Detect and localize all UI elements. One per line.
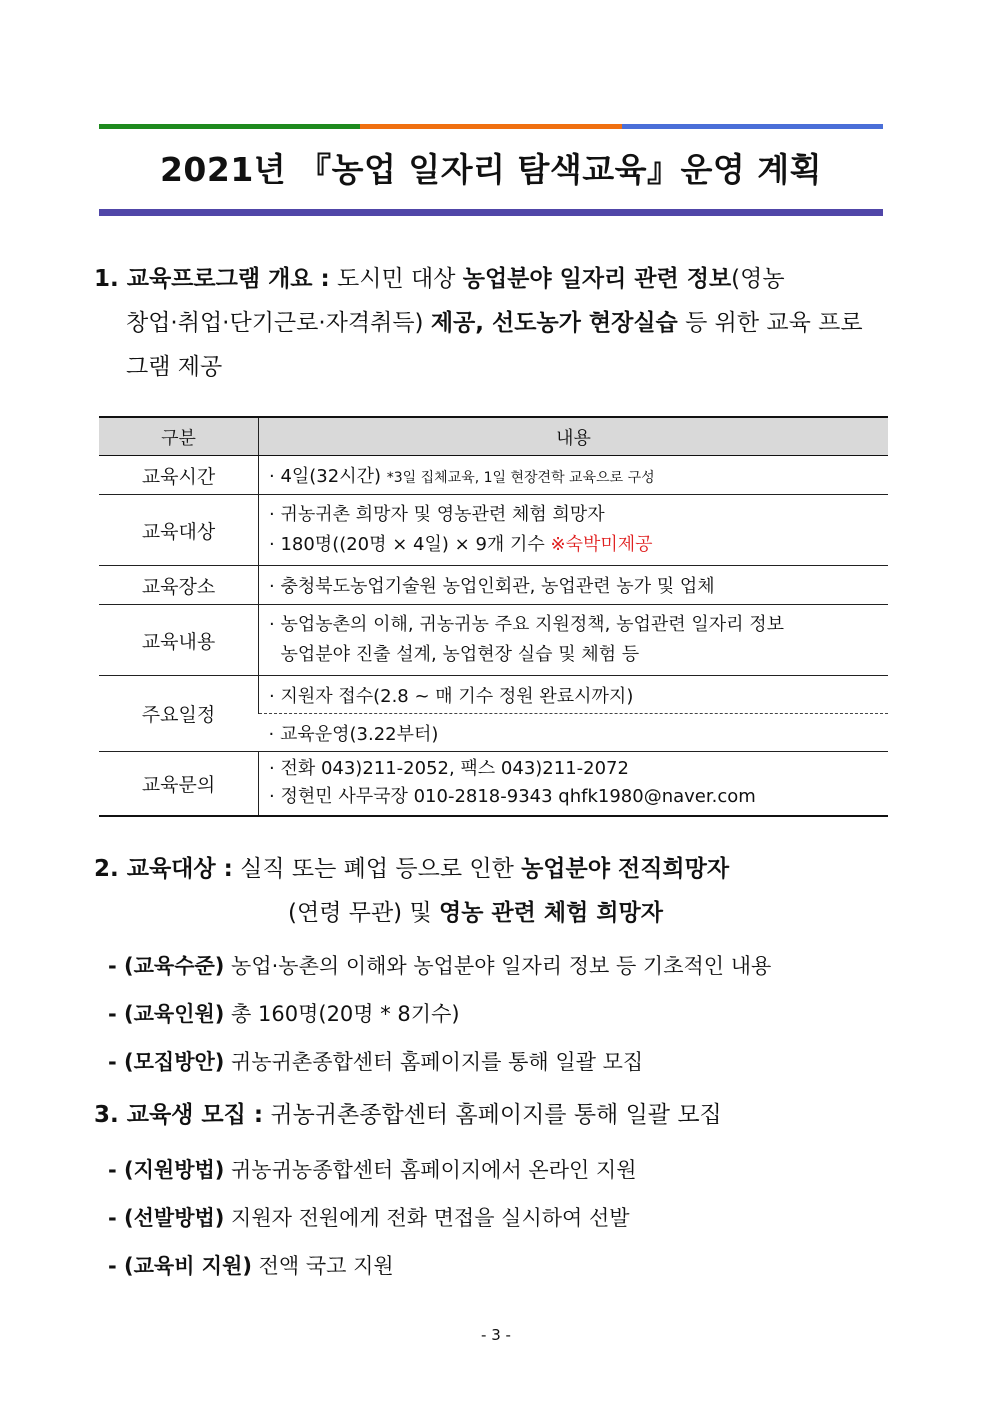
table-row: [99, 752, 888, 816]
section2-item: - (교육인원) 총 160명(20명 * 8기수): [108, 1002, 460, 1026]
row-label: 교육대상: [99, 495, 259, 566]
page-title: 2021년 『농업 일자리 탐색교육』운영 계획: [159, 150, 823, 189]
row-content: · 전화 043)211-2052, 팩스 043)211-2072 · 정현민 사무국장 010-2818-9343 qhfk1980@naver.com: [259, 752, 889, 816]
section3-item: - (지원방법) 귀농귀농종합센터 홈페이지에서 온라인 지원: [108, 1158, 637, 1182]
section2-line1: 2. 교육대상 : 실직 또는 폐업 등으로 인한 농업분야 전직희망자: [94, 856, 730, 882]
page-number: - 3 -: [481, 1326, 511, 1344]
row-content: · 지원자 접수(2.8 ~ 매 기수 정원 완료시까지): [259, 676, 889, 714]
section3-line1: 3. 교육생 모집 : 귀농귀촌종합센터 홈페이지를 통해 일괄 모집: [94, 1102, 722, 1128]
section2-line2: (연령 무관) 및 영농 관련 체험 희망자: [288, 900, 663, 926]
section1-line1: 1. 교육프로그램 개요 : 도시민 대상 농업분야 일자리 관련 정보(영농: [94, 266, 785, 292]
row-content: · 귀농귀촌 희망자 및 영농관련 체험 희망자 · 180명((20명 × 4일) × 9개 기수 ※숙박미제공: [259, 495, 889, 566]
row-content: · 교육운영(3.22부터): [259, 714, 889, 752]
table-row: [99, 676, 888, 714]
header-category: 구분: [99, 417, 259, 456]
row-label: 교육내용: [99, 605, 259, 676]
section1-line3: 그램 제공: [126, 354, 223, 380]
row-label: 교육문의: [99, 752, 259, 816]
info-table: [99, 416, 888, 817]
row-label: 교육시간: [99, 456, 259, 495]
section3-item: - (교육비 지원) 전액 국고 지원: [108, 1254, 394, 1278]
top-bar-green: [99, 124, 360, 129]
section2-item: - (모집방안) 귀농귀촌종합센터 홈페이지를 통해 일괄 모집: [108, 1050, 644, 1074]
top-bar-blue: [622, 124, 883, 129]
header-content: 내용: [259, 417, 889, 456]
table-header-row: [99, 417, 888, 456]
row-content: · 농업농촌의 이해, 귀농귀농 주요 지원정책, 농업관련 일자리 정보 농업분야 진출 설계, 농업현장 실습 및 체험 등: [259, 605, 889, 676]
table-row: [99, 456, 888, 495]
table-row: [99, 605, 888, 676]
row-content: · 4일(32시간) *3일 집체교육, 1일 현장견학 교육으로 구성: [259, 456, 889, 495]
table-row: [99, 566, 888, 605]
row-label: 주요일정: [99, 676, 259, 752]
top-bar-orange: [360, 124, 621, 129]
section1-line2: 창업·취업·단기근로·자격취득) 제공, 선도농가 현장실습 등 위한 교육 프로: [126, 310, 863, 336]
row-content: · 충청북도농업기술원 농업인회관, 농업관련 농가 및 업체: [259, 566, 889, 605]
table-row: [99, 495, 888, 566]
section2-item: - (교육수준) 농업·농촌의 이해와 농업분야 일자리 정보 등 기초적인 내용: [108, 954, 772, 978]
section3-item: - (선발방법) 지원자 전원에게 전화 면접을 실시하여 선발: [108, 1206, 630, 1230]
row-label: 교육장소: [99, 566, 259, 605]
title-top-bar: [99, 124, 883, 129]
title-bottom-bar: [99, 209, 883, 216]
